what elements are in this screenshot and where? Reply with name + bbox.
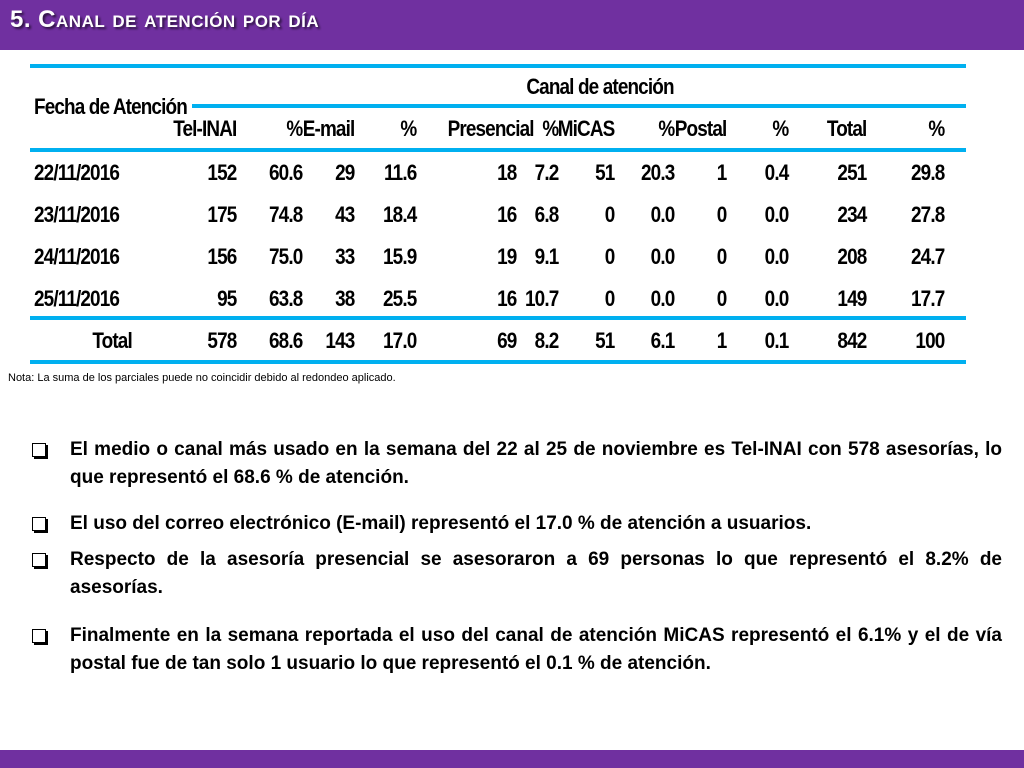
total-cell: 0.1 [764,328,789,353]
column-header: % [772,116,789,141]
table-cell: 0.0 [764,202,789,227]
table-cell: 38 [335,286,355,311]
table-cell: 17.7 [911,286,945,311]
table-cell: 208 [837,244,867,269]
column-header: % [286,116,303,141]
table-cell: 74.8 [269,202,303,227]
bullet-item [30,510,1002,538]
table-cell: 0 [604,286,615,311]
total-cell: 51 [595,328,615,353]
table-cell: 11.6 [384,160,417,185]
total-cell: 68.6 [269,328,303,353]
checkbox-bullet-icon [32,629,46,643]
table-cell: 27.8 [911,202,945,227]
table-cell: 251 [837,160,867,185]
table-rule-bottom [30,360,966,364]
table-cell: 16 [497,202,517,227]
total-cell: 17.0 [383,328,417,353]
table-cell: 234 [837,202,867,227]
table-rule-top [30,64,966,68]
table-cell: 25.5 [383,286,417,311]
table-cell: 95 [217,286,237,311]
bullet-text: Respecto de la asesoría presencial se asesoraron a 69 personas lo que representó el 8.2% de asesorías. [70,549,1002,598]
column-header: Postal [674,116,727,141]
total-label: Total [92,328,132,353]
checkbox-bullet-icon [32,517,46,531]
bullet-item [30,622,1002,678]
table-cell: 0.0 [650,286,675,311]
column-header: Tel-INAI [173,116,237,141]
column-header: % [542,116,559,141]
checkbox-bullet-icon [32,443,46,457]
total-cell: 100 [915,328,945,353]
table-cell: 51 [595,160,615,185]
table-cell: 0 [716,202,727,227]
table-cell: 19 [497,244,517,269]
table-cell: 0 [604,244,615,269]
column-header: E-mail [302,116,355,141]
table-cell: 0.0 [650,244,675,269]
table-cell: 0 [716,244,727,269]
column-header: % [400,116,417,141]
row-date: 25/11/2016 [34,286,120,311]
column-header: % [658,116,675,141]
table-cell: 0.0 [650,202,675,227]
table-cell: 16 [497,286,517,311]
footer-bar [0,750,1024,768]
row-date: 23/11/2016 [34,202,120,227]
table-cell: 0.4 [764,160,789,185]
row-date: 22/11/2016 [34,160,120,185]
total-cell: 578 [207,328,237,353]
total-cell: 1 [716,328,727,353]
table-rule-header [30,148,966,152]
column-header: % [928,116,945,141]
table-cell: 7.2 [534,160,559,185]
total-cell: 842 [837,328,867,353]
column-header: Presencial [447,116,534,141]
bullet-text: El uso del correo electrónico (E-mail) representó el 17.0 % de atención a usuarios. [70,513,812,534]
table-cell: 9.1 [534,244,559,269]
column-header: MiCAS [557,116,615,141]
table-cell: 43 [335,202,355,227]
table-cell: 152 [207,160,237,185]
table-cell: 1 [716,160,727,185]
table-cell: 60.6 [269,160,303,185]
group-header-label: Canal de atención [526,74,674,99]
table-cell: 29.8 [911,160,945,185]
table-rule-total [30,316,966,320]
total-cell: 69 [497,328,517,353]
table-cell: 20.3 [641,160,675,185]
total-cell: 6.1 [650,328,675,353]
table-cell: 29 [335,160,355,185]
table-cell: 18 [497,160,517,185]
row-date: 24/11/2016 [34,244,120,269]
column-header: Total [826,116,867,141]
row-header-label: Fecha de Atención [34,94,187,119]
bullet-list [30,436,1002,678]
bullet-text: El medio o canal más usado en la semana del 22 al 25 de noviembre es Tel-INAI con 578 asesorías, lo que representó el 68.6 % de atención. [70,439,1002,488]
bullet-item [30,436,1002,492]
table-cell: 75.0 [269,244,303,269]
page-title: 5. Canal de atención por día [10,6,320,33]
table-cell: 149 [837,286,867,311]
table-cell: 63.8 [269,286,303,311]
total-cell: 143 [325,328,355,353]
table-rule-group [192,104,966,108]
table-cell: 0.0 [764,244,789,269]
table-cell: 175 [207,202,237,227]
table-cell: 24.7 [911,244,945,269]
table-note: Nota: La suma de los parciales puede no coincidir debido al redondeo aplicado. [8,372,396,384]
bullet-item [30,546,1002,602]
bullet-text: Finalmente en la semana reportada el uso del canal de atención MiCAS representó el 6.1% y el de vía postal fue de tan solo 1 usuario lo que representó el 0.1 % de atención. [70,625,1002,674]
table-cell: 0 [604,202,615,227]
table-cell: 0 [716,286,727,311]
table-cell: 15.9 [383,244,417,269]
total-cell: 8.2 [534,328,559,353]
table-cell: 0.0 [764,286,789,311]
table-cell: 18.4 [383,202,417,227]
table-cell: 10.7 [525,286,559,311]
title-bar [0,0,1024,50]
table-cell: 156 [207,244,237,269]
checkbox-bullet-icon [32,553,46,567]
table-cell: 33 [335,244,355,269]
table-cell: 6.8 [534,202,559,227]
